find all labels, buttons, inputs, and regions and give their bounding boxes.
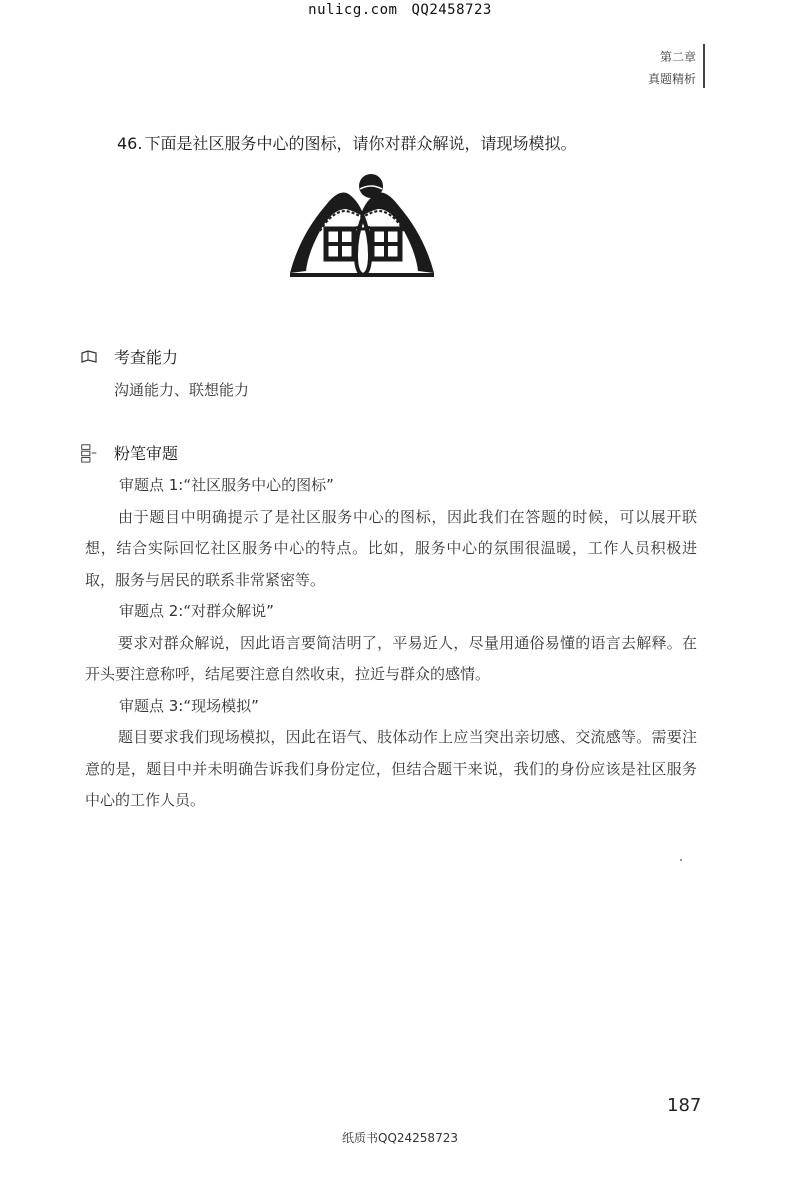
review-point-2-text: 要求对群众解说，因此语言要简洁明了，平易近人，尽量用通俗易懂的语言去解释。在开头要注意称呼，结尾要注意自然收束，拉近与群众的感情。: [85, 633, 697, 683]
question-number: 46.: [117, 134, 143, 153]
right-window-icon: [372, 229, 400, 259]
ability-section: [80, 345, 720, 407]
question-46: [117, 131, 576, 154]
chalk-icon: [80, 443, 98, 463]
watermark-site: nulicg.com: [308, 2, 398, 18]
review-points: [80, 470, 720, 817]
chapter-subtitle: 真题精析: [647, 72, 696, 86]
book-icon: [80, 349, 98, 365]
ability-content: 沟通能力、联想能力: [114, 381, 250, 399]
left-window-icon: [326, 229, 354, 259]
review-point-1-title: 审题点 1:“社区服务中心的图标”: [119, 476, 334, 494]
review-heading-row: [80, 441, 720, 464]
chapter-title: 第二章: [659, 50, 696, 64]
top-watermark: [0, 2, 800, 18]
review-point-2-title: 审题点 2:“对群众解说”: [119, 602, 274, 620]
page-number: 187: [667, 1095, 702, 1116]
stray-mark: [680, 859, 682, 861]
review-point-3-text: 题目要求我们现场模拟，因此在语气、肢体动作上应当突出亲切感、交流感等。需要注意的是，题目中并未明确告诉我们身份定位，但结合题干来说，我们的身份应该是社区服务中心的工作人员。: [85, 728, 697, 809]
footer-watermark: 纸质书QQ24258723: [342, 1131, 458, 1145]
chapter-header: [648, 46, 696, 90]
community-service-center-logo: [286, 173, 438, 285]
drop-icon: [356, 217, 370, 275]
review-point-1-text: 由于题目中明确提示了是社区服务中心的图标，因此我们在答题的时候，可以展开联想，结合实际回忆社区服务中心的特点。比如，服务中心的氛围很温暖，工作人员积极进取，服务与居民的联系非常紧密等。: [85, 507, 697, 589]
review-section: [80, 441, 720, 817]
ability-heading: 考查能力: [114, 348, 179, 367]
chapter-divider: [703, 44, 705, 88]
question-text: 下面是社区服务中心的图标，请你对群众解说，请现场模拟。: [144, 134, 577, 153]
watermark-qq: QQ2458723: [411, 2, 492, 18]
review-point-3-title: 审题点 3:“现场模拟”: [119, 696, 259, 715]
ability-heading-row: [80, 345, 720, 368]
review-heading: 粉笔审题: [114, 444, 179, 463]
